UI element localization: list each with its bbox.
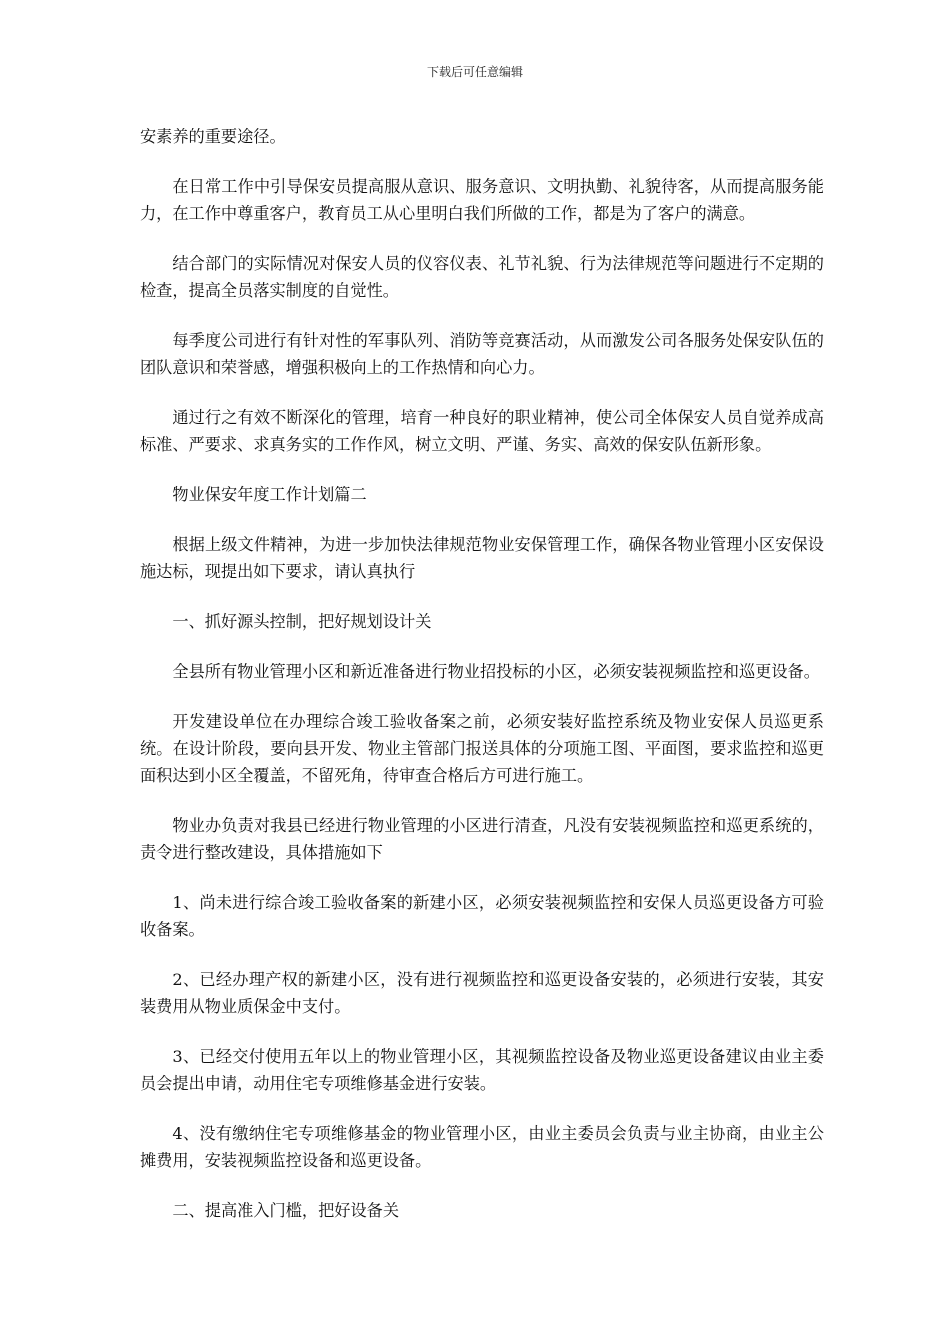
paragraph: 物业办负责对我县已经进行物业管理的小区进行清查，凡没有安装视频监控和巡更系统的，责令进行整改建设，具体措施如下	[140, 816, 824, 862]
subsection-heading: 二、提高准入门槛，把好设备关	[172, 1201, 400, 1220]
list-item: 1、尚未进行综合竣工验收备案的新建小区，必须安装视频监控和安保人员巡更设备方可验收备案。	[140, 893, 824, 939]
section-heading: 物业保安年度工作计划篇二	[172, 485, 367, 504]
paragraph: 通过行之有效不断深化的管理，培育一种良好的职业精神，使公司全体保安人员自觉养成高标准、严要求、求真务实的工作作风，树立文明、严谨、务实、高效的保安队伍新形象。	[140, 408, 824, 454]
list-item: 3、已经交付使用五年以上的物业管理小区，其视频监控设备及物业巡更设备建议由业主委员会提出申请，动用住宅专项维修基金进行安装。	[140, 1047, 824, 1093]
paragraph: 开发建设单位在办理综合竣工验收备案之前，必须安装好监控系统及物业安保人员巡更系统。在设计阶段，要向县开发、物业主管部门报送具体的分项施工图、平面图，要求监控和巡更面积达到小区全覆盖，不留死角，待审查合格后方可进行施工。	[140, 712, 824, 785]
list-item: 2、已经办理产权的新建小区，没有进行视频监控和巡更设备安装的，必须进行安装，其安装费用从物业质保金中支付。	[140, 970, 824, 1016]
paragraph: 结合部门的实际情况对保安人员的仪容仪表、礼节礼貌、行为法律规范等问题进行不定期的检查，提高全员落实制度的自觉性。	[140, 254, 824, 300]
paragraph: 全县所有物业管理小区和新近准备进行物业招投标的小区，必须安装视频监控和巡更设备。	[172, 662, 820, 681]
paragraph: 根据上级文件精神，为进一步加快法律规范物业安保管理工作，确保各物业管理小区安保设施达标，现提出如下要求，请认真执行	[140, 535, 824, 581]
page-header: 下载后可任意编辑	[426, 65, 523, 79]
paragraph-continuation: 安素养的重要途径。	[140, 127, 286, 146]
list-item: 4、没有缴纳住宅专项维修基金的物业管理小区，由业主委员会负责与业主协商，由业主公摊费用，安装视频监控设备和巡更设备。	[140, 1124, 824, 1170]
paragraph: 在日常工作中引导保安员提高服从意识、服务意识、文明执勤、礼貌待客，从而提高服务能力，在工作中尊重客户，教育员工从心里明白我们所做的工作，都是为了客户的满意。	[140, 177, 824, 223]
subsection-heading: 一、抓好源头控制，把好规划设计关	[172, 612, 432, 631]
document-body	[140, 123, 824, 1247]
paragraph: 每季度公司进行有针对性的军事队列、消防等竞赛活动，从而激发公司各服务处保安队伍的团队意识和荣誉感，增强积极向上的工作热情和向心力。	[140, 331, 824, 377]
